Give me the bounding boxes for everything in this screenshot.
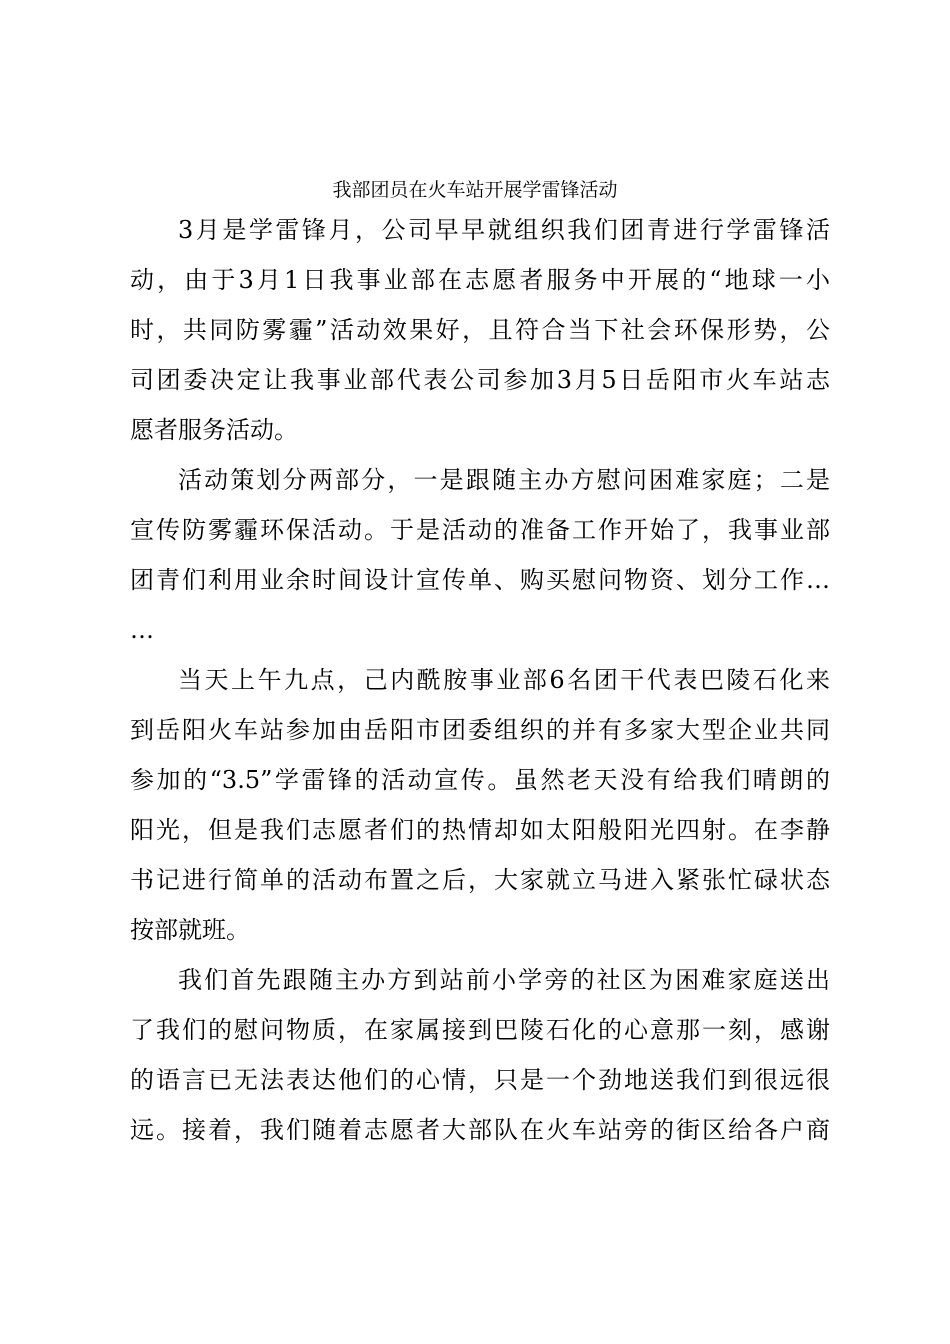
paragraph-3-line-1: 当天上午九点，己内酰胺事业部6名团干代表巴陵石化来 (178, 666, 830, 694)
paragraph-3-line-5: 书记进行简单的活动布置之后，大家就立马进入紧张忙碌状态 (130, 866, 830, 894)
paragraph-4-line-2: 了我们的慰问物质，在家属接到巴陵石化的心意那一刻，感谢 (130, 1016, 830, 1044)
paragraph-4-line-1: 我们首先跟随主办方到站前小学旁的社区为困难家庭送出 (178, 966, 830, 994)
paragraph-3-line-4: 阳光，但是我们志愿者们的热情却如太阳般阳光四射。在李静 (130, 816, 830, 844)
paragraph-4-line-4: 远。接着，我们随着志愿者大部队在火车站旁的街区给各户商 (130, 1116, 830, 1144)
paragraph-3-line-2: 到岳阳火车站参加由岳阳市团委组织的并有多家大型企业共同 (130, 716, 830, 744)
paragraph-1-line-4: 司团委决定让我事业部代表公司参加3月5日岳阳市火车站志 (130, 366, 830, 394)
paragraph-3-line-3: 参加的“3.5”学雷锋的活动宣传。虽然老天没有给我们晴朗的 (130, 766, 830, 794)
paragraph-1-line-1: 3月是学雷锋月，公司早早就组织我们团青进行学雷锋活 (178, 216, 830, 244)
paragraph-1-line-2: 动，由于3月1日我事业部在志愿者服务中开展的“地球一小 (130, 266, 830, 294)
paragraph-1-line-3: 时，共同防雾霾”活动效果好，且符合当下社会环保形势，公 (130, 316, 830, 344)
paragraph-2-line-2: 宣传防雾霾环保活动。于是活动的准备工作开始了，我事业部 (130, 516, 830, 544)
paragraph-2-line-3: 团青们利用业余时间设计宣传单、购买慰问物资、划分工作… (130, 566, 830, 594)
paragraph-1-line-5: 愿者服务活动。 (130, 416, 298, 444)
paragraph-3-line-6: 按部就班。 (130, 916, 250, 944)
document-title: 我部团员在火车站开展学雷锋活动 (332, 179, 618, 201)
paragraph-4-line-3: 的语言已无法表达他们的心情，只是一个劲地送我们到很远很 (130, 1066, 830, 1094)
paragraph-2-line-4: … (130, 616, 154, 644)
paragraph-2-line-1: 活动策划分两部分，一是跟随主办方慰问困难家庭；二是 (178, 466, 830, 494)
